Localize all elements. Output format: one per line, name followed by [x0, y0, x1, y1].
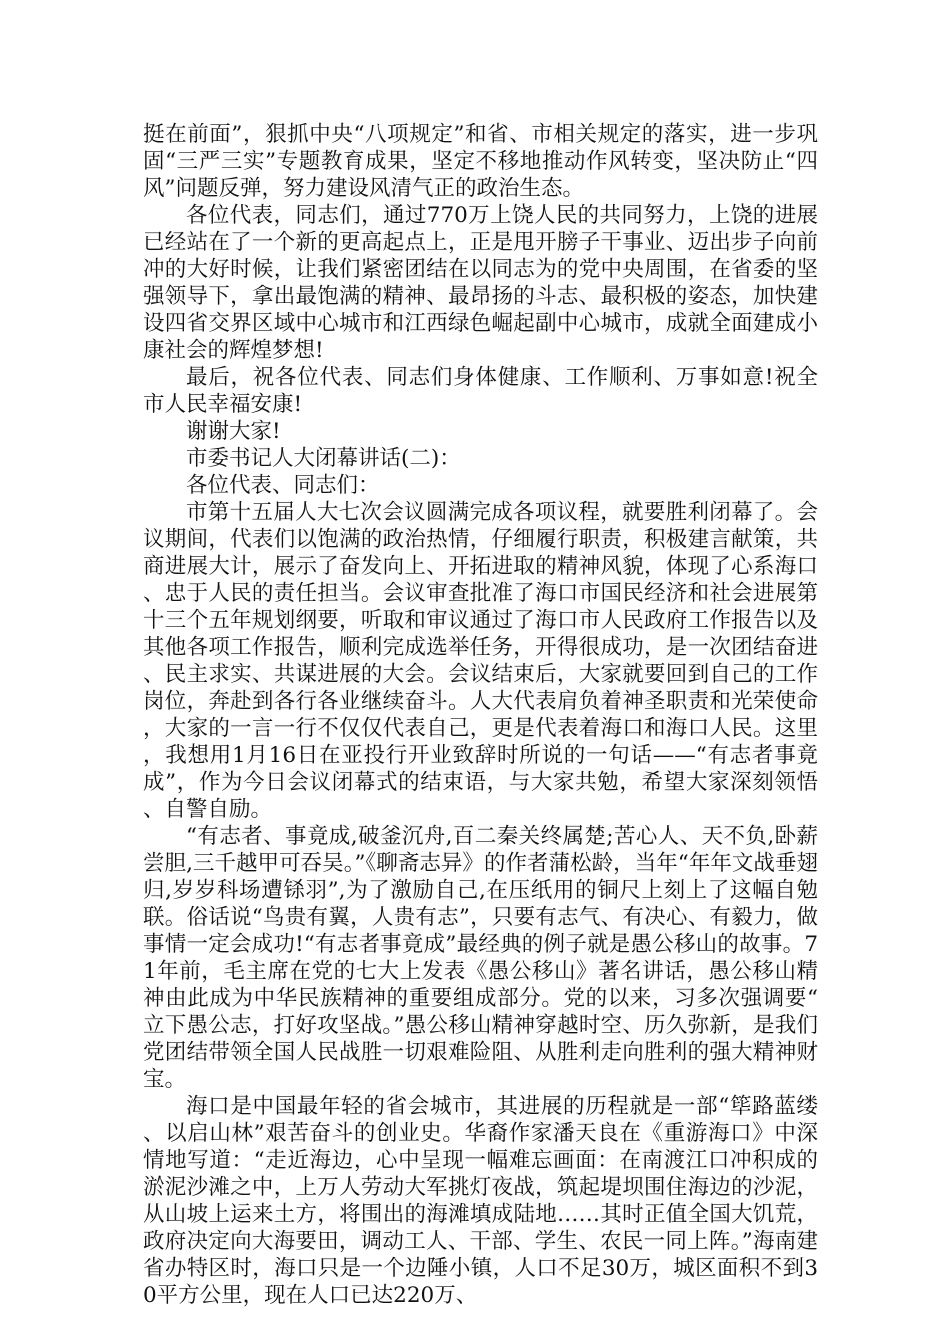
paragraph-thanks: 谢谢大家! — [186, 419, 281, 444]
paragraph-meeting-summary: 市第十五届人大七次会议圆满完成各项议程，就要胜利闭幕了。会议期间，代表们以饱满的政治热情，仔细履行职责，积极建言献策，共商进展大计，展示了奋发向上、开拓进取的精神风貌，体现了心系海口、忠于人民的责任担当。会议审查批准了海口市国民经济和社会进展第十三个五年规划纲要，听取和审议通过了海口市人民政府工作报告以及其他各项工作报告，顺利完成选举任务，开得很成功，是一次团结奋进、民主求实、共谋进展的大会。会议结束后，大家就要回到自己的工作岗位，奔赴到各行各业继续奋斗。人大代表肩负着神圣职责和光荣使命，大家的一言一行不仅仅代表自己，更是代表着海口和海口人民。这里，我想用1月16日在亚投行开业致辞时所说的一句话——“有志者事竟成”，作为今日会议闭幕式的结束语，与大家共勉，希望大家深刻领悟、自警自励。 — [143, 500, 818, 822]
paragraph-haikou-history: 海口是中国最年轻的省会城市，其进展的历程就是一部“筚路蓝缕、以启山林”艰苦奋斗的创业史。华裔作家潘天良在《重游海口》中深情地写道：“走近海边，心中呈现一幅难忘画面：在南渡江口冲积成的淤泥沙滩之中，上万人劳动大军挑灯夜战，筑起堤坝围住海边的沙泥，从山坡上运来土方，将围出的海滩填成陆地……其时正值全国大饥荒，政府决定向大海要田，调动工人、干部、学生、农民一同上阵。”海南建省办特区时，海口只是一个边陲小镇，人口不足30万，城区面积不到30平方公里，现在人口已达220万、 — [143, 1094, 818, 1308]
paragraph-continuation: 挺在前面”，狠抓中央“八项规定”和省、市相关规定的落实，进一步巩固“三严三实”专题教育成果，坚定不移地推动作风转变，坚决防止“四风”问题反弹，努力建设风清气正的政治生态。 — [143, 122, 818, 201]
salutation: 各位代表、同志们： — [186, 473, 380, 498]
document-page — [143, 121, 818, 1309]
paragraph-final-wishes: 最后，祝各位代表、同志们身体健康、工作顺利、万事如意!祝全市人民幸福安康! — [143, 365, 818, 417]
paragraph-closing-appeal: 各位代表，同志们，通过770万上饶人民的共同努力，上饶的进展已经站在了一个新的更高起点上，正是甩开膀子干事业、迈出步子向前冲的大好时候，让我们紧密团结在以同志为的党中央周围，在省委的坚强领导下，拿出最饱满的精神、最昂扬的斗志、最积极的姿态，加快建设四省交界区域中心城市和江西绿色崛起副中心城市，成就全面建成小康社会的辉煌梦想! — [143, 203, 818, 363]
section-heading: 市委书记人大闭幕讲话(二)： — [186, 446, 461, 471]
paragraph-perseverance: “有志者、事竟成,破釜沉舟,百二秦关终属楚;苦心人、天不负,卧薪尝胆,三千越甲可吞吴。”《聊斋志异》的作者蒲松龄，当年“年年文战垂翅归,岁岁科场遭铩羽”,为了激励自己,在压纸用的铜尺上刻上了这幅自勉联。俗话说“鸟贵有翼，人贵有志”，只要有志气、有决心、有毅力，做事情一定会成功!“有志者事竟成”最经典的例子就是愚公移山的故事。71年前，毛主席在党的七大上发表《愚公移山》著名讲话，愚公移山精神由此成为中华民族精神的重要组成部分。党的以来，习多次强调要“立下愚公志，打好攻坚战。”愚公移山精神穿越时空、历久弥新，是我们党团结带领全国人民战胜一切艰难险阻、从胜利走向胜利的强大精神财宝。 — [143, 824, 818, 1092]
